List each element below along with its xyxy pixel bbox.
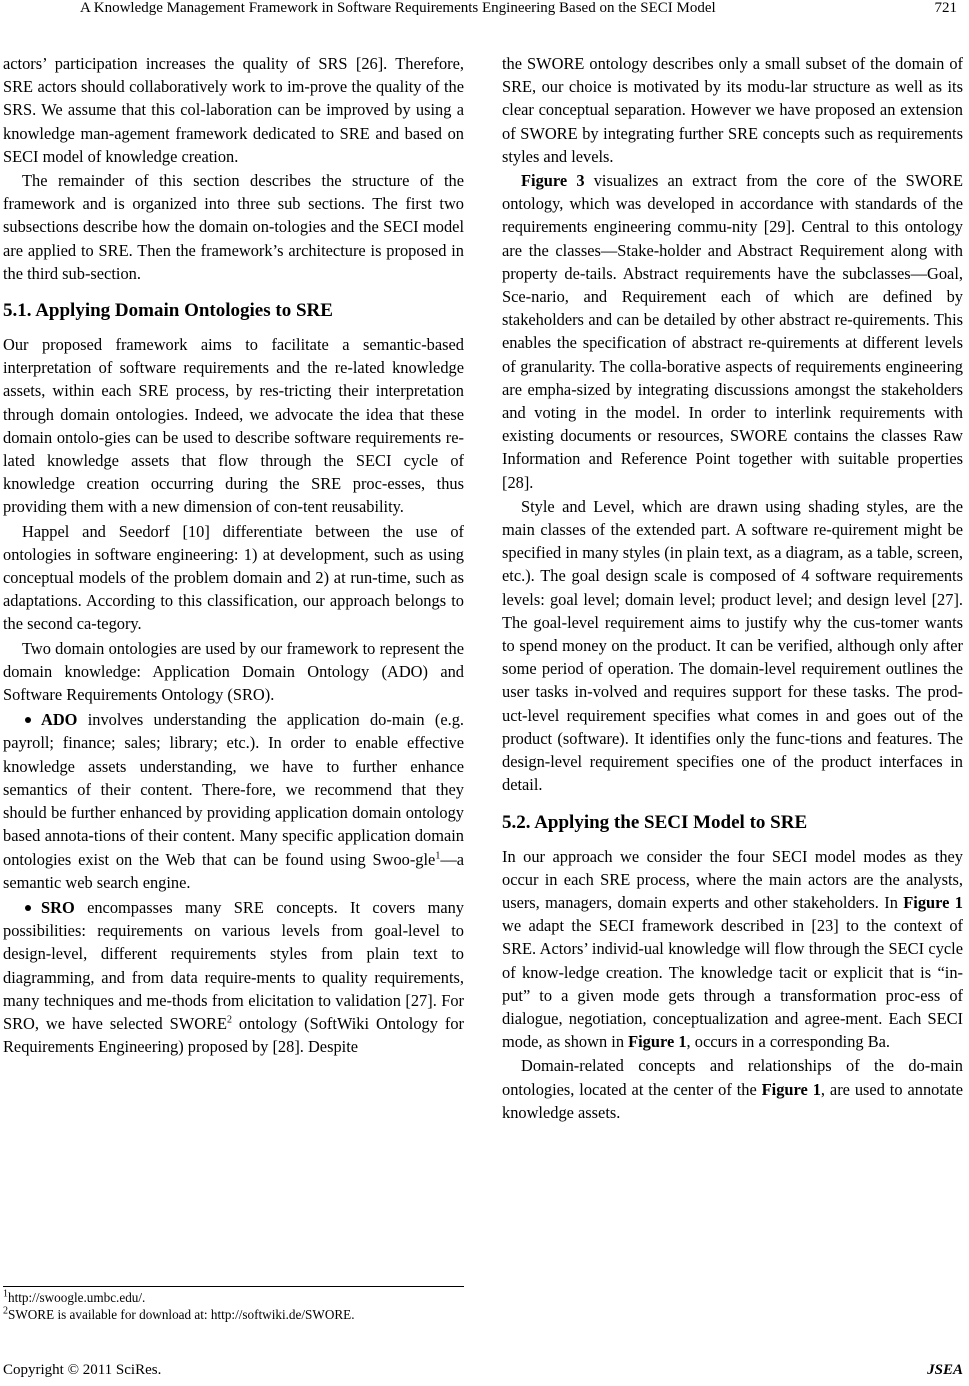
paragraph-text: Domain-related concepts and relationships of the do-main ontologies, located at the center of the xyxy=(502,1056,963,1099)
left-column xyxy=(3,52,464,1058)
paragraph xyxy=(502,169,963,494)
footnote-text: http://swoogle.umbc.edu/. xyxy=(8,1290,146,1305)
footnote-divider xyxy=(3,1286,464,1287)
page-number: 721 xyxy=(934,0,957,16)
paragraph-text: , occurs in a corresponding Ba. xyxy=(686,1032,891,1052)
running-header-title: A Knowledge Management Framework in Software Requirements Engineering Based on the SECI Model xyxy=(80,0,716,16)
paragraph: the SWORE ontology describes only a small subset of the domain of SRE, our choice is motivated by its modu-lar structure as well as its clear conceptual separation. However we have proposed an extension of SWORE by integrating further SRE concepts such as requirements styles and levels. xyxy=(502,54,963,166)
paragraph: Our proposed framework aims to facilitate a semantic-based interpretation of software requirements and the re-lated knowledge assets, within each SRE process, by res-tricting their interpretation through domain ontologies. Indeed, we advocate the idea that these domain ontolo-gies can be used to describe software requirements re-lated knowledge assets that flow through the SECI cycle of knowledge creation occurring during the SRE proc-esses, thus providing them with a new dimension of con-tent reusability. xyxy=(3,335,464,517)
paragraph-text: , are used to annotate knowledge assets. xyxy=(502,1079,963,1122)
paragraph: Happel and Seedorf [10] differentiate between the use of ontologies in software engineering: 1) at development, such as using conceptual models of the problem domain and 2) at run-time, such as adaptations. According to this classification, our approach belongs to the second ca-tegory. xyxy=(3,521,464,634)
paragraph: Two domain ontologies are used by our framework to represent the domain knowledge: Application Domain Ontology (ADO) and Software Requirements Ontology (SRO). xyxy=(3,638,464,705)
bullet-text: involves understanding the application do-main (e.g. payroll; finance; sales; library; etc.). In order to enable effective knowledge assets understanding, we have to further enhance semantics of their content. There-fore, we recommend that they should be further enhanced by providing application domain ontology based annota-tions of their content. Many specific application domain ontologies exist on the Web that can be found using Swoo-gle xyxy=(3,710,464,869)
footnote-ref: 1 xyxy=(435,850,441,862)
section-heading-5-2: 5.2. Applying the SECI Model to SRE xyxy=(502,811,808,833)
figure-ref: Figure 3 xyxy=(521,171,585,191)
footnote-ref: 2 xyxy=(226,1014,232,1026)
section-heading-5-1: 5.1. Applying Domain Ontologies to SRE xyxy=(3,300,333,322)
bullet-term: ADO xyxy=(41,710,78,730)
paragraph: Style and Level, which are drawn using shading styles, are the main classes of the extended part. A software re-quirement might be specified in many styles (in plain text, as a diagram, as a table, screen, etc.). The goal design scale is composed of 4 software requirements levels: goal level; domain level; product level; and design level [27]. The goal-level requirement aims to justify why the cus-tomer wants to spend money on the product. It can be verified, although only after some period of operation. The domain-level requirement outlines the user tasks in-volved and requires support for these tasks. The prod-uct-level requirement specifies what comes in and goes out of the product (software). It identifies only the func-tions and features. The design-level requirement specifies one of the product interfaces in detail. xyxy=(502,496,963,795)
paragraph xyxy=(502,845,963,1054)
running-header xyxy=(0,0,969,22)
right-column xyxy=(502,52,963,1124)
figure-ref: Figure 1 xyxy=(761,1079,821,1099)
footnote-2 xyxy=(3,1307,355,1323)
bullet-icon xyxy=(25,905,31,911)
footnote-text: SWORE is available for download at: http://softwiki.de/SWORE. xyxy=(8,1307,355,1322)
paragraph-text: In our approach we consider the four SECI model modes as they occur in each SRE process, where the main actors are the analysts, users, managers, domain experts and other stakeholders. In xyxy=(502,846,963,912)
footnote-mark: 2 xyxy=(3,1305,8,1317)
paragraph: actors’ participation increases the quality of SRS [26]. Therefore, SRE actors should collaboratively work to im-prove the quality of the SRS. We assume that this col-laboration can be improved by using a knowledge man-agement framework dedicated to SRE and based on SECI model of knowledge creation. xyxy=(3,54,464,166)
paragraph-text: we adapt the SECI framework described in [23] to the context of SRE. Actors’ individ-ual knowledge will flow through the SECI cycle of know-ledge creation. The knowledge tacit or explicit that is “in-put” to a given mode gets through a transformation proc-ess of dialogue, negotiation, conceptualization and agree-ment. Each SECI mode, as shown in xyxy=(502,916,963,1052)
journal-abbrev: JSEA xyxy=(927,1362,963,1378)
figure-ref: Figure 1 xyxy=(628,1032,687,1052)
bullet-term: SRO xyxy=(41,897,75,917)
bullet-text: encompasses many SRE concepts. It covers many possibilities: requirements on various levels from goal-level to design-level, different requirements styles from plain text to diagramming, and from data require-ments to quality requirements, many techniques and me-thods from elicitation to validation [27]. For SRO, we have selected SWORE xyxy=(3,897,464,1033)
bullet-icon xyxy=(25,717,31,723)
footnote-1 xyxy=(3,1290,145,1306)
paragraph xyxy=(502,1054,963,1124)
bullet-item-ado xyxy=(3,708,464,894)
paragraph-text: visualizes an extract from the core of the SWORE ontology, which was developed in accordance with standards of the requirements engineering commu-nity [29]. Central to this ontology are the classes—Stake-holder and Abstract Requirement along with property de-tails. Abstract requirements have the subclasses—Goal, Sce-nario, and Requirement each of which are defined by stakeholders and can be detailed by other abstract re-quirements. This enables the specification of abstract re-quirements at different levels of granularity. The colla-borative aspects of requirements engineering are empha-sized by integrating discussions amongst the stakeholders and voting in the model. In order to interlink requirements with existing documents or resources, SWORE contains the classes Raw Information and Reference Point together with suitable properties [28]. xyxy=(502,171,963,492)
bullet-text-tail: —a semantic web search engine. xyxy=(3,849,464,892)
bullet-text-tail: ontology (SoftWiki Ontology for Requirements Engineering) proposed by [28]. Despite xyxy=(3,1013,464,1057)
bullet-item-sro xyxy=(3,896,464,1058)
footnote-mark: 1 xyxy=(3,1288,8,1300)
paragraph: The remainder of this section describes the structure of the framework and is organized into three sub sections. The first two subsections describe how the domain on-tologies and the SECI model are applied to SRE. Then the framework’s architecture is proposed in the third sub-section. xyxy=(3,171,464,283)
copyright-notice: Copyright © 2011 SciRes. xyxy=(3,1362,162,1378)
figure-ref: Figure 1 xyxy=(903,892,963,912)
